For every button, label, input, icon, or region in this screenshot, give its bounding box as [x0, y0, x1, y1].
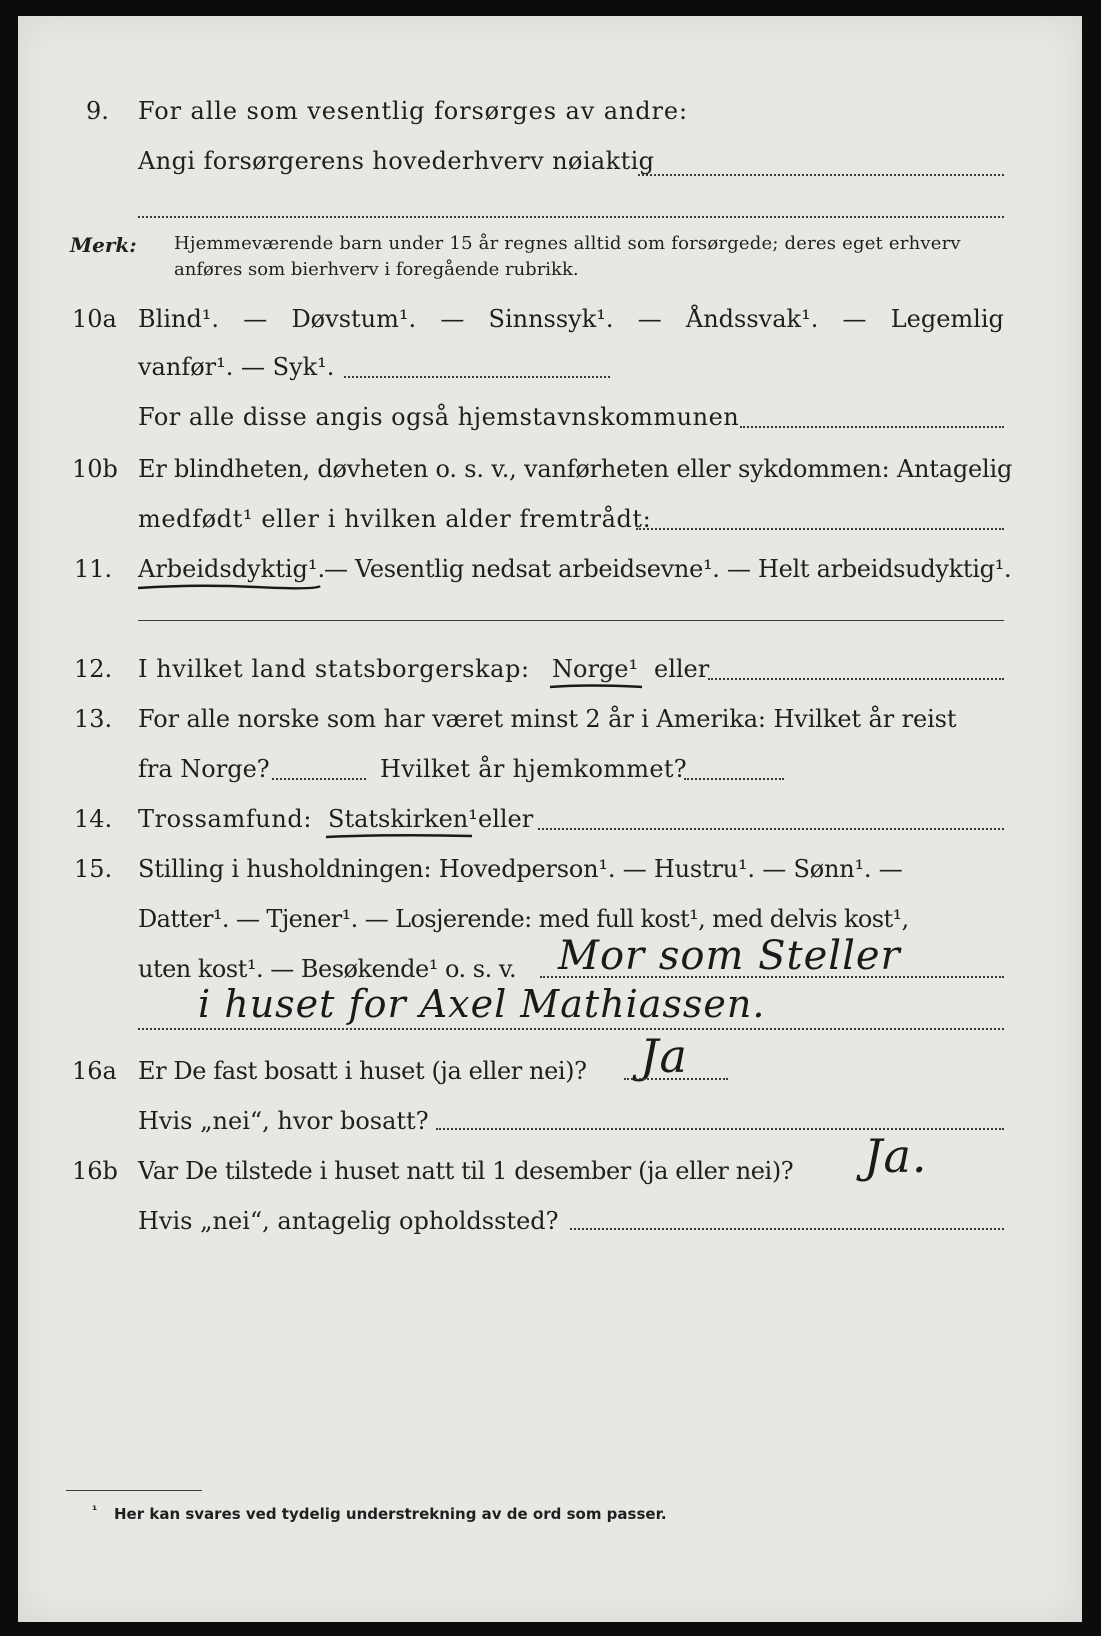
q16a-line2: Hvis „nei“, hvor bosatt? — [138, 1107, 429, 1135]
q16b-opholdssted-answer-line — [570, 1228, 1004, 1230]
q13-line2a: fra Norge? — [138, 755, 270, 783]
dash: — — [637, 305, 662, 333]
q15-answer-line — [540, 976, 1004, 978]
merk-line1: Hjemmeværende barn under 15 år regnes alltid som forsørgede; deres eget erhverv — [174, 233, 961, 254]
q10b-answer-line — [636, 528, 1004, 530]
merk-label: Merk: — [70, 233, 137, 257]
q14-tail: eller — [478, 805, 534, 833]
option-dovstum: Døvstum¹. — [291, 305, 417, 333]
q12-tail: eller — [654, 655, 710, 683]
footnote-rule — [66, 1490, 202, 1491]
q10a-syk-answer-line — [344, 376, 610, 378]
q10a-number: 10a — [72, 305, 117, 333]
q12-answer-line — [708, 678, 1004, 680]
option-blind: Blind¹. — [138, 305, 220, 333]
q13-number: 13. — [74, 705, 113, 733]
dash: — — [243, 305, 268, 333]
q15-line3: uten kost¹. — Besøkende¹ o. s. v. — [138, 955, 517, 983]
q15-line1: Stilling i husholdningen: Hovedperson¹. — Hustru¹. — Sønn¹. — — [138, 855, 903, 883]
q16b-line2: Hvis „nei“, antagelig opholdssted? — [138, 1207, 559, 1235]
q9-line1: For alle som vesentlig forsørges av andre: — [138, 97, 689, 125]
q10a-hjemstavn-answer-line — [740, 426, 1004, 428]
q11-rest: — Vesentlig nedsat arbeidsevne¹. — Helt arbeidsudyktig¹. — [324, 555, 1012, 583]
q16b-number: 16b — [72, 1157, 118, 1185]
q16a-answer-line — [624, 1078, 728, 1080]
q11-answer-line — [138, 620, 1004, 621]
q9-answer-line — [638, 174, 1004, 176]
q15-line2: Datter¹. — Tjener¹. — Losjerende: med full kost¹, med delvis kost¹, — [138, 905, 909, 933]
q14-text: Trossamfund: — [138, 805, 313, 833]
q11-number: 11. — [74, 555, 113, 583]
q16a-number: 16a — [72, 1057, 117, 1085]
q12-handwritten-underline — [548, 682, 644, 692]
q12-text: I hvilket land statsborgerskap: — [138, 655, 530, 683]
q10b-number: 10b — [72, 455, 118, 483]
q13-hjemkommet-answer-line — [684, 778, 784, 780]
q15-number: 15. — [74, 855, 113, 883]
q9-line2: Angi forsørgerens hovederhverv nøiaktig — [138, 147, 655, 175]
q12-number: 12. — [74, 655, 113, 683]
option-andssvak: Åndssvak¹. — [685, 305, 819, 333]
q14-option-statskirken: Statskirken¹ — [328, 805, 478, 833]
q15-handwritten-answer-1: Mor som Steller — [558, 933, 901, 979]
q16b-handwritten-answer: Ja. — [864, 1129, 928, 1183]
q10a-line2: vanfør¹. — Syk¹. — [138, 353, 335, 381]
q14-number: 14. — [74, 805, 113, 833]
q16a-line1: Er De fast bosatt i huset (ja eller nei)? — [138, 1057, 587, 1085]
q10b-line2: medfødt¹ eller i hvilken alder fremtrådt: — [138, 505, 652, 533]
q10b-line1: Er blindheten, døvheten o. s. v., vanførheten eller sykdommen: Antagelig — [138, 455, 1013, 483]
q13-reist-answer-line — [272, 778, 366, 780]
q11-handwritten-underline — [136, 582, 322, 592]
q14-answer-line — [538, 828, 1004, 830]
census-form-page — [18, 16, 1082, 1622]
q16b-line1: Var De tilstede i huset natt til 1 desember (ja eller nei)? — [138, 1157, 794, 1185]
q12-option-norge: Norge¹ — [552, 655, 639, 683]
footnote-mark: ¹ — [92, 1503, 98, 1517]
q16a-handwritten-answer: Ja — [640, 1029, 688, 1083]
q14-handwritten-underline — [324, 832, 474, 842]
q10a-line1 — [138, 304, 1004, 334]
q9-answer-line-2 — [138, 216, 1004, 218]
option-sinnssyk: Sinnssyk¹. — [488, 305, 614, 333]
q13-line2b: Hvilket år hjemkommet? — [380, 755, 687, 783]
q15-answer-line-2 — [138, 1028, 1004, 1030]
q15-handwritten-answer-2: i huset for Axel Mathiassen. — [198, 982, 766, 1026]
footnote-text: Her kan svares ved tydelig understrekning av de ord som passer. — [114, 1505, 667, 1523]
q13-line1: For alle norske som har været minst 2 år i Amerika: Hvilket år reist — [138, 705, 957, 733]
dash: — — [440, 305, 465, 333]
merk-line2: anføres som bierhverv i foregående rubrikk. — [174, 259, 579, 280]
dash: — — [842, 305, 867, 333]
q9-number: 9. — [86, 97, 109, 125]
q10a-line3: For alle disse angis også hjemstavnskommunen — [138, 403, 740, 431]
option-legemlig: Legemlig — [890, 305, 1004, 333]
q11-option-arbeidsdyktig: Arbeidsdyktig¹. — [138, 555, 326, 583]
